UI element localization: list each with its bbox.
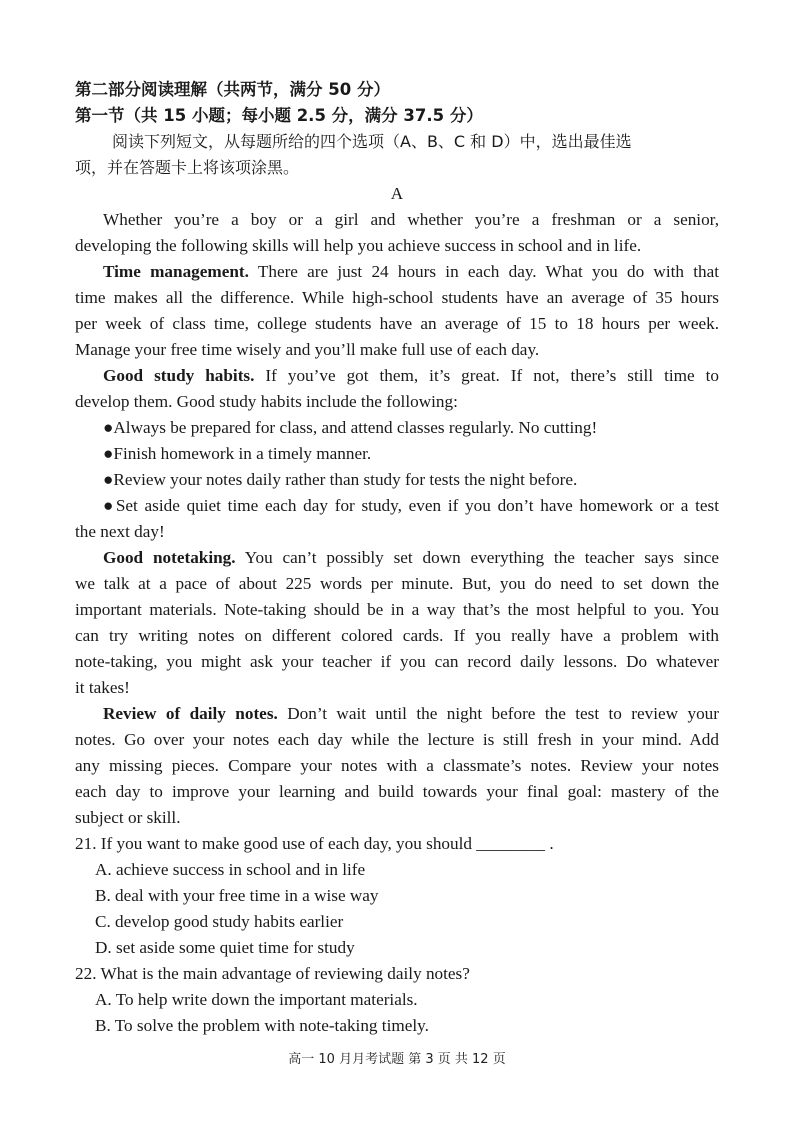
question-22-option-a: A. To help write down the important materials. — [95, 990, 418, 1009]
time-management-heading: Time management. — [103, 262, 249, 281]
question-22-stem: 22. What is the main advantage of reviewing daily notes? — [75, 964, 470, 983]
notetaking-line: we talk at a pace of about 225 words per minute. But, you do need to set down the — [75, 574, 719, 593]
question-21-stem: 21. If you want to make good use of each day, you should ________ . — [75, 834, 554, 853]
review-line: subject or skill. — [75, 808, 181, 827]
study-habits-line: develop them. Good study habits include the following: — [75, 392, 458, 411]
question-21-option-d: D. set aside some quiet time for study — [95, 938, 355, 957]
time-management-line: Manage your free time wisely and you’ll make full use of each day. — [75, 340, 540, 359]
bullet-tail: the next day! — [75, 522, 165, 541]
time-management-first-line: Time management. There are just 24 hours in each day. What you do with that — [103, 262, 719, 281]
review-line: any missing pieces. Compare your notes with a classmate’s notes. Review your notes — [75, 756, 719, 775]
review-heading: Review of daily notes. — [103, 704, 278, 723]
part-title: 第二部分阅读理解（共两节，满分 50 分） — [75, 80, 390, 99]
section-title: 第一节（共 15 小题；每小题 2.5 分，满分 37.5 分） — [75, 106, 483, 125]
review-first-line: Review of daily notes. Don’t wait until the night before the test to review your — [103, 704, 719, 723]
page-footer: 高一 10 月月考试题 第 3 页 共 12 页 — [288, 1052, 506, 1067]
bullet-item: ●Set aside quiet time each day for study, even if you don’t have homework or a test — [103, 496, 719, 515]
notetaking-heading: Good notetaking. — [103, 548, 236, 567]
bullet-item: ●Always be prepared for class, and attend classes regularly. No cutting! — [103, 418, 598, 437]
question-21-option-a: A. achieve success in school and in life — [95, 860, 366, 879]
time-management-line: time makes all the difference. While high-school students have an average of 35 hours — [75, 288, 719, 307]
passage-label: A — [390, 184, 404, 203]
time-management-line: per week of class time, college students have an average of 15 to 18 hours per week. — [75, 314, 719, 333]
study-habits-first-line: Good study habits. If you’ve got them, it’s great. If not, there’s still time to — [103, 366, 719, 385]
notetaking-line: can try writing notes on different colored cards. If you really have a problem with — [75, 626, 719, 645]
notetaking-first-line: Good notetaking. You can’t possibly set down everything the teacher says since — [103, 548, 719, 567]
question-21-option-c: C. develop good study habits earlier — [95, 912, 344, 931]
review-line: each day to improve your learning and build towards your final goal: mastery of the — [75, 782, 719, 801]
question-21-option-b: B. deal with your free time in a wise way — [95, 886, 379, 905]
intro-line-2: developing the following skills will help you achieve success in school and in life. — [75, 236, 642, 255]
instruction-line-1: 阅读下列短文，从每题所给的四个选项（A、B、C 和 D）中，选出最佳选 — [112, 132, 632, 151]
intro-line-1: Whether you’re a boy or a girl and whether you’re a freshman or a senior, — [103, 210, 719, 229]
review-line: notes. Go over your notes each day while the lecture is still fresh in your mind. Add — [75, 730, 719, 749]
notetaking-line: important materials. Note-taking should be in a way that’s the most helpful to you. You — [75, 600, 719, 619]
question-22-option-b: B. To solve the problem with note-taking timely. — [95, 1016, 429, 1035]
instruction-line-2: 项，并在答题卡上将该项涂黑。 — [75, 158, 300, 177]
study-habits-heading: Good study habits. — [103, 366, 255, 385]
notetaking-line: it takes! — [75, 678, 130, 697]
bullet-item: ●Review your notes daily rather than study for tests the night before. — [103, 470, 578, 489]
notetaking-line: note-taking, you might ask your teacher if you can record daily lessons. Do whatever — [75, 652, 719, 671]
bullet-item: ●Finish homework in a timely manner. — [103, 444, 372, 463]
